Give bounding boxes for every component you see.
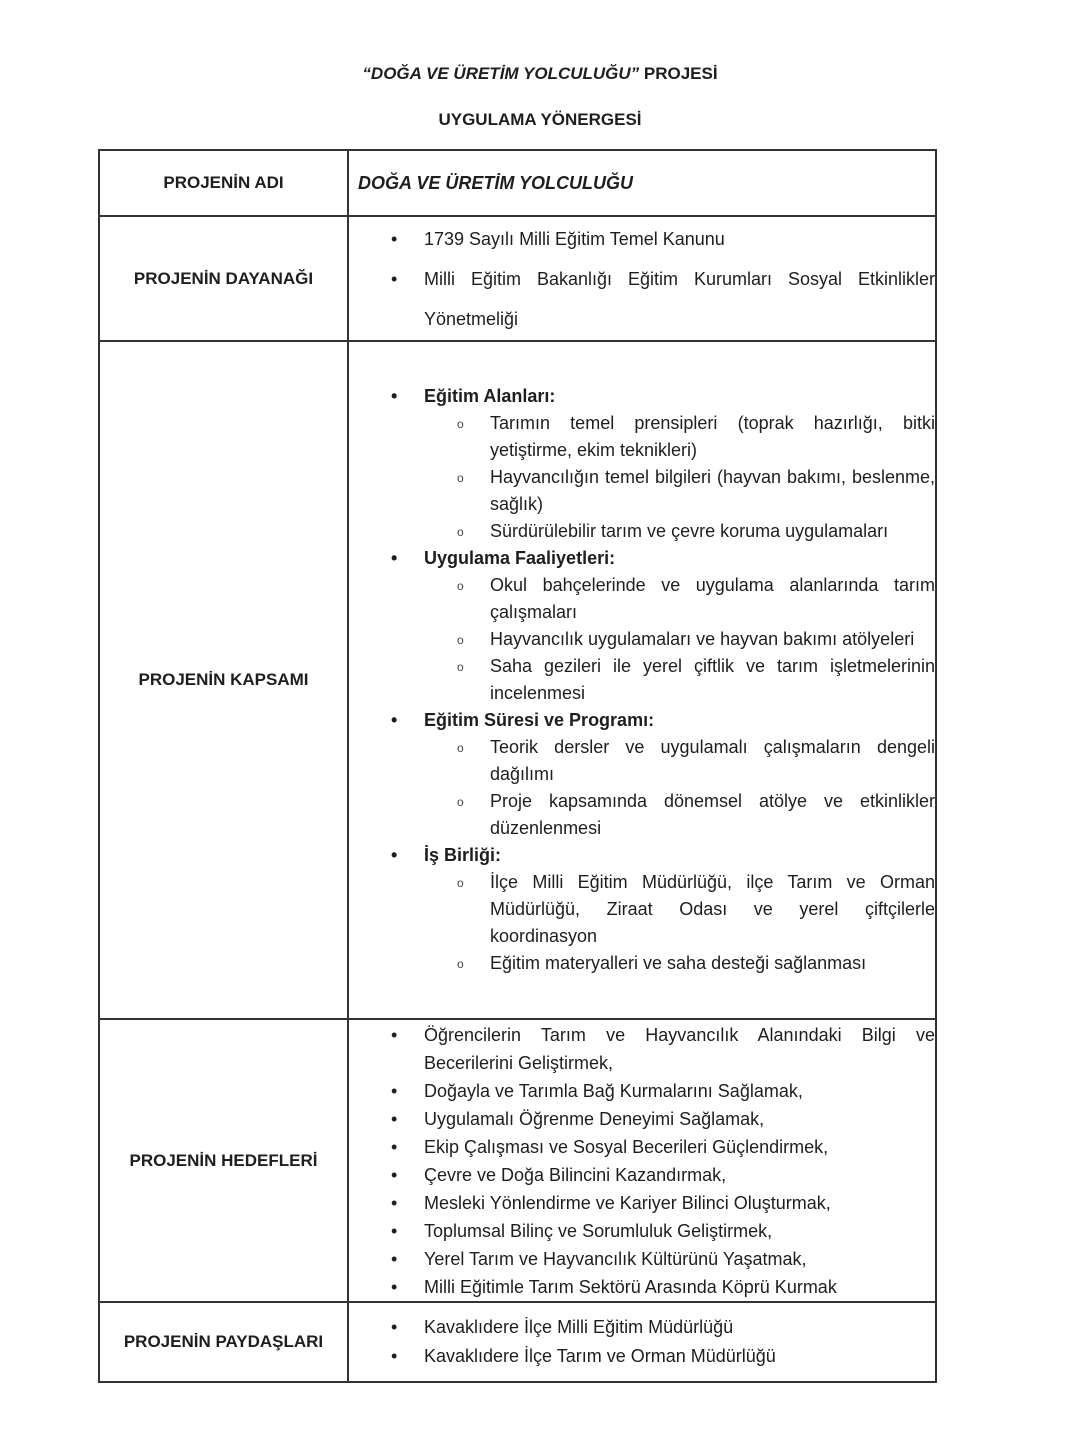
list-item: • Kavaklıdere İlçe Tarım ve Orman Müdürlüğü [349, 1342, 935, 1371]
label-project-goals: PROJENİN HEDEFLERİ [99, 1019, 348, 1302]
row-project-name [99, 150, 936, 216]
scope-sub-item: o Okul bahçelerinde ve uygulama alanlarında tarım çalışmaları [349, 572, 935, 626]
value-cell-project-basis [348, 216, 936, 341]
list-item: • 1739 Sayılı Milli Eğitim Temel Kanunu [349, 219, 935, 259]
scope-sub-item: o İlçe Milli Eğitim Müdürlüğü, ilçe Tarım ve Orman Müdürlüğü, Ziraat Odası ve yerel çiftçilerle koordinasyon [349, 869, 935, 950]
scope-group-heading: • Eğitim Süresi ve Programı: [349, 707, 935, 734]
scope-sub-item: o Saha gezileri ile yerel çiftlik ve tarım işletmelerinin incelenmesi [349, 653, 935, 707]
list-item: • Uygulamalı Öğrenme Deneyimi Sağlamak, [349, 1105, 935, 1133]
document-title-suffix: PROJESİ [639, 64, 718, 83]
document-title [0, 64, 1080, 84]
document-subtitle: UYGULAMA YÖNERGESİ [438, 110, 642, 129]
scope-group-heading: • Eğitim Alanları: [349, 383, 935, 410]
value-project-name: DOĞA VE ÜRETİM YOLCULUĞU [358, 172, 634, 193]
scope-sub-item: o Hayvancılığın temel bilgileri (hayvan bakımı, beslenme, sağlık) [349, 464, 935, 518]
list-item: • Öğrencilerin Tarım ve Hayvancılık Alanındaki Bilgi ve Becerilerini Geliştirmek, [349, 1021, 935, 1077]
goals-list [349, 1021, 935, 1301]
value-cell-project-name [348, 150, 936, 216]
scope-sub-item: o Proje kapsamında dönemsel atölye ve etkinlikler düzenlenmesi [349, 788, 935, 842]
value-cell-project-stakeholders [348, 1302, 936, 1382]
scope-group-heading: • Uygulama Faaliyetleri: [349, 545, 935, 572]
row-project-goals [99, 1019, 936, 1302]
label-project-name: PROJENİN ADI [99, 150, 348, 216]
list-item: • Toplumsal Bilinç ve Sorumluluk Geliştirmek, [349, 1217, 935, 1245]
row-project-stakeholders [99, 1302, 936, 1382]
list-item: • Milli Eğitimle Tarım Sektörü Arasında Köprü Kurmak [349, 1273, 935, 1301]
basis-list [349, 219, 935, 339]
stakeholders-list [349, 1313, 935, 1371]
value-cell-project-goals [348, 1019, 936, 1302]
scope-sub-item: o Tarımın temel prensipleri (toprak hazırlığı, bitki yetiştirme, ekim teknikleri) [349, 410, 935, 464]
scope-sub-item: o Sürdürülebilir tarım ve çevre koruma uygulamaları [349, 518, 935, 545]
list-item: • Doğayla ve Tarımla Bağ Kurmalarını Sağlamak, [349, 1077, 935, 1105]
label-project-scope: PROJENİN KAPSAMI [99, 341, 348, 1019]
value-cell-project-scope [348, 341, 936, 1019]
row-project-scope [99, 341, 936, 1019]
scope-group-heading: • İş Birliği: [349, 842, 935, 869]
scope-list [349, 383, 935, 977]
list-item: • Yerel Tarım ve Hayvancılık Kültürünü Yaşatmak, [349, 1245, 935, 1273]
label-project-basis: PROJENİN DAYANAĞI [99, 216, 348, 341]
row-project-basis [99, 216, 936, 341]
project-table [98, 149, 937, 1383]
list-item: • Mesleki Yönlendirme ve Kariyer Bilinci Oluşturmak, [349, 1189, 935, 1217]
list-item: • Çevre ve Doğa Bilincini Kazandırmak, [349, 1161, 935, 1189]
list-item: • Ekip Çalışması ve Sosyal Becerileri Güçlendirmek, [349, 1133, 935, 1161]
list-item: • Milli Eğitim Bakanlığı Eğitim Kurumları Sosyal Etkinlikler Yönetmeliği [349, 259, 935, 339]
scope-sub-item: o Hayvancılık uygulamaları ve hayvan bakımı atölyeleri [349, 626, 935, 653]
document-title-project-name: “DOĞA VE ÜRETİM YOLCULUĞU” [362, 64, 640, 83]
list-item: • Kavaklıdere İlçe Milli Eğitim Müdürlüğü [349, 1313, 935, 1342]
scope-sub-item: o Eğitim materyalleri ve saha desteği sağlanması [349, 950, 935, 977]
label-project-stakeholders: PROJENİN PAYDAŞLARI [99, 1302, 348, 1382]
scope-sub-item: o Teorik dersler ve uygulamalı çalışmaların dengeli dağılımı [349, 734, 935, 788]
